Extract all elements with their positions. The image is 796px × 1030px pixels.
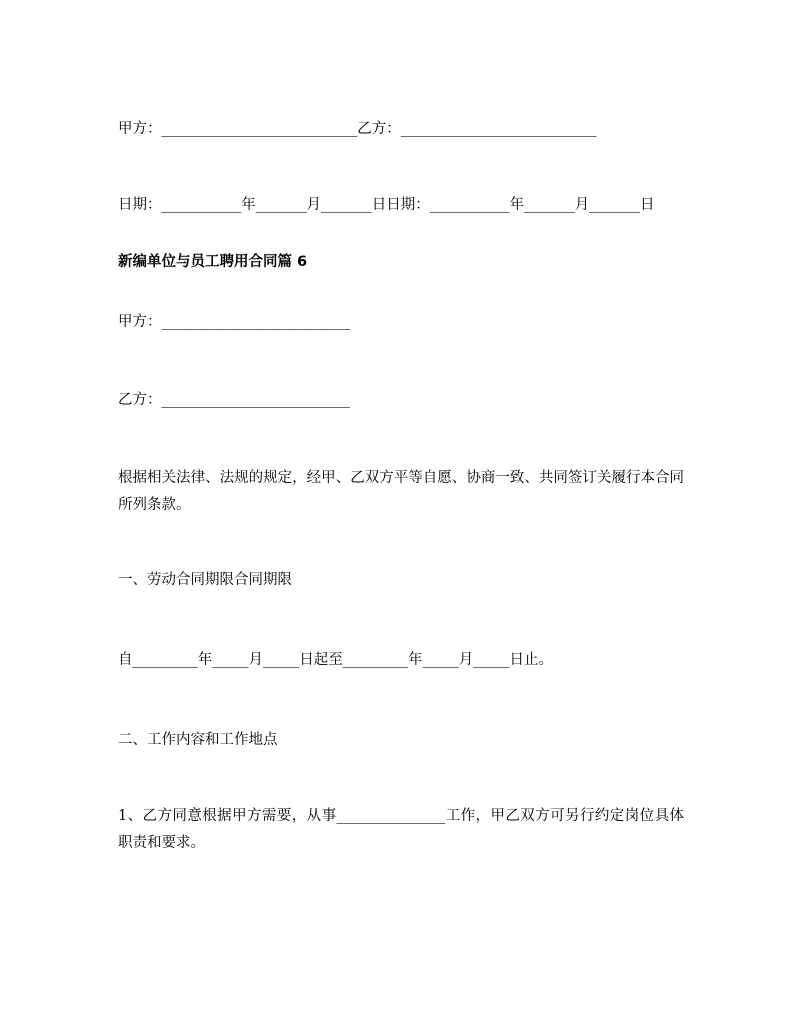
clause-2-item-1: 1、乙方同意根据甲方需要，从事_______________工作，甲乙双方可另行约定岗位具体职责和要求。 bbox=[118, 808, 684, 851]
party-a-line: 甲方：__________________________ bbox=[118, 314, 350, 330]
section-title: 新编单位与员工聘用合同篇 6 bbox=[118, 254, 308, 270]
clause-2-heading: 二、工作内容和工作地点 bbox=[118, 732, 278, 748]
intro-paragraph: 根据相关法律、法规的规定，经甲、乙双方平等自愿、协商一致、共同签订关履行本合同所列条款。 bbox=[118, 470, 684, 513]
clause-1-heading: 一、劳动合同期限合同期限 bbox=[118, 572, 292, 588]
dates-signature-line: 日期：___________年_______月_______日日期：___________年_______月_______日 bbox=[118, 197, 655, 213]
contract-period-line: 自_________年_____月_____日起至_________年_____月_____日止。 bbox=[118, 652, 553, 668]
party-b-line: 乙方：__________________________ bbox=[118, 392, 350, 408]
parties-signature-line: 甲方：___________________________乙方：___________________________ bbox=[118, 121, 597, 137]
